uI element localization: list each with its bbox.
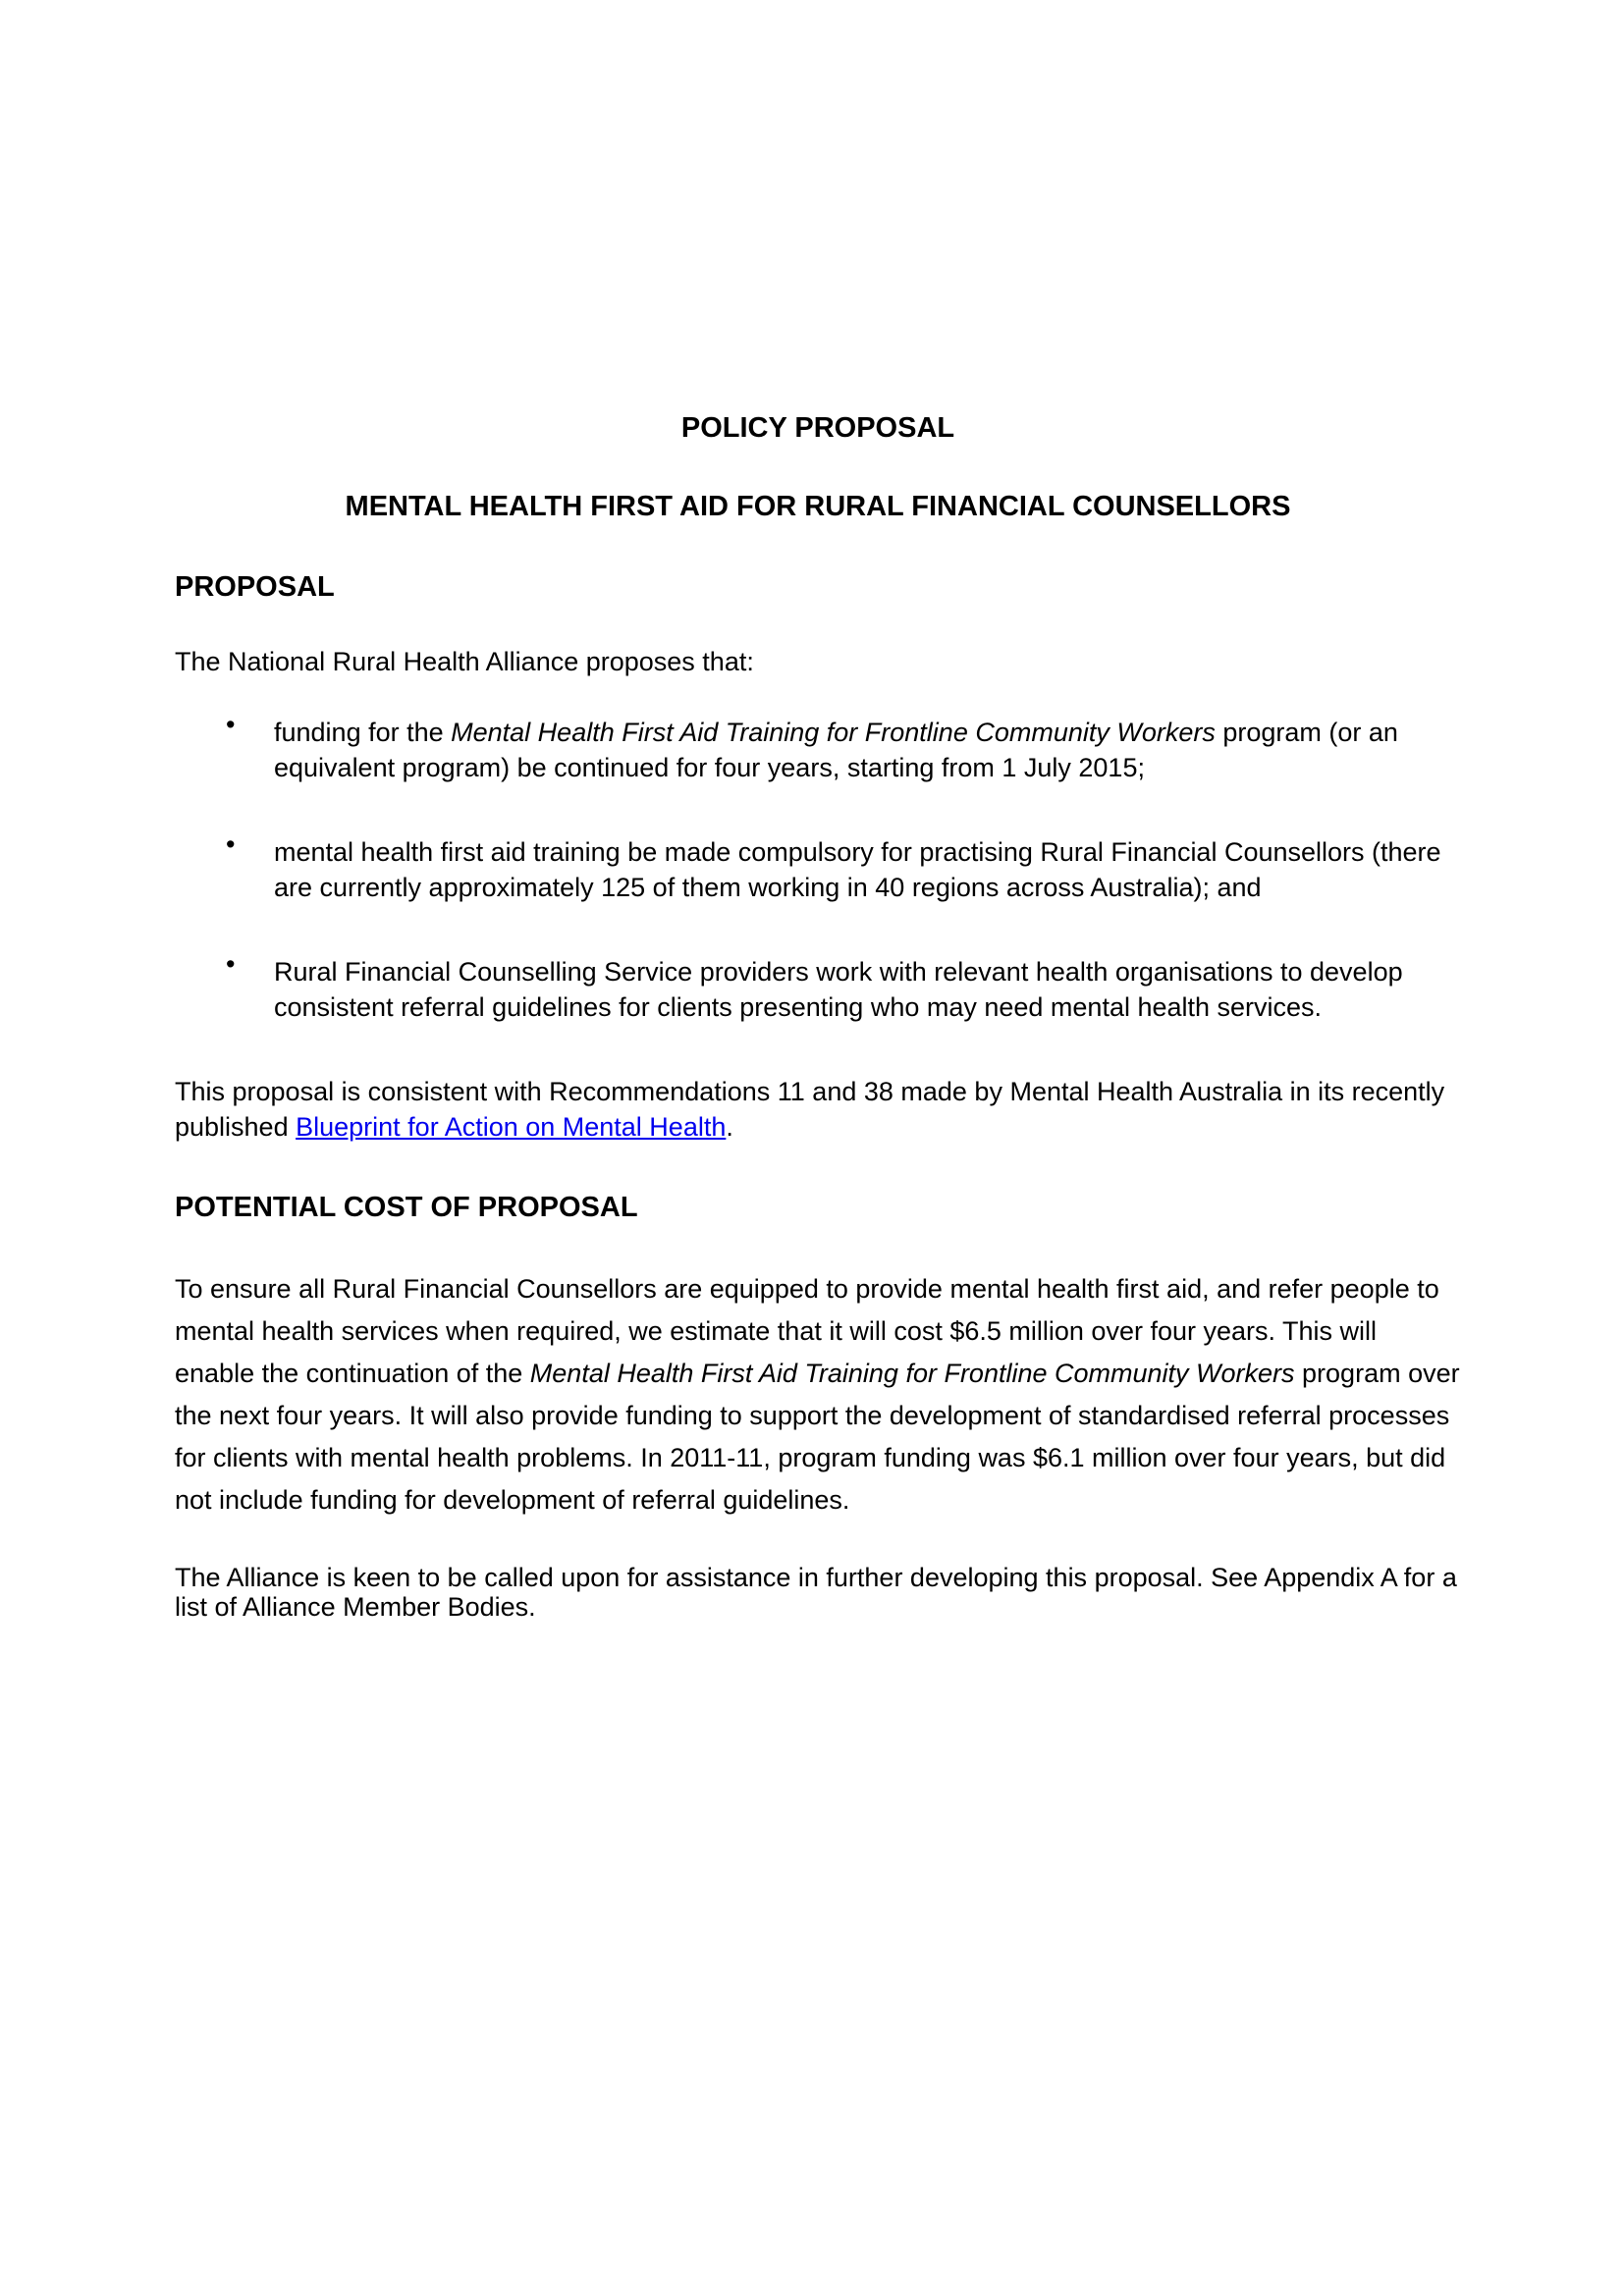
consistency-text-suffix: . (726, 1112, 733, 1142)
list-item (175, 710, 1461, 785)
document-heading: POLICY PROPOSAL (680, 412, 955, 444)
bullet-text-prefix: funding for the (274, 718, 452, 747)
program-name: Mental Health First Aid Training for Frontline Community Workers (451, 718, 1216, 747)
consistency-text-prefix: This proposal is consistent with Recommendations 11 and 38 made by Mental Health Australia in its recently published (175, 1077, 1445, 1142)
list-item (175, 949, 1461, 1025)
bullet-text: Rural Financial Counselling Service providers work with relevant health organisations to develop consistent referral guidelines for clients presenting who may need mental health services. (274, 957, 1403, 1022)
proposal-intro: The National Rural Health Alliance proposes that: (175, 647, 754, 676)
cost-text-prefix: To ensure all Rural Financial Counsellors are equipped to provide mental health first aid, and refer people to mental health services when required, we estimate that it will cost $6.5 million over four years. This will enable the continuation of the (175, 1274, 1439, 1388)
cost-section-title: POTENTIAL COST OF PROPOSAL (175, 1192, 638, 1223)
cost-text-suffix: program over the next four years. It will also provide funding to support the development of standardised referral processes for clients with mental health problems. In 2011-11, program funding was $6.1 million over four years, but did not include funding for development of referral guidelines. (175, 1359, 1460, 1515)
consistency-paragraph (175, 1074, 1461, 1145)
bullet-icon: • (226, 710, 236, 739)
alliance-paragraph: The Alliance is keen to be called upon for assistance in further developing this proposal. See Appendix A for a list of Alliance Member Bodies. (175, 1563, 1457, 1622)
bullet-text-suffix: program (or an equivalent program) be continued for four years, starting from 1 July 2015; (274, 718, 1398, 782)
proposal-bullet-list (175, 710, 1461, 1025)
proposal-section-title: PROPOSAL (175, 571, 335, 603)
cost-paragraph (175, 1268, 1461, 1522)
document-page (175, 393, 1461, 1622)
bullet-icon: • (226, 949, 236, 979)
bullet-icon: • (226, 829, 236, 859)
list-item (175, 829, 1461, 905)
program-name: Mental Health First Aid Training for Frontline Community Workers (529, 1359, 1295, 1388)
document-subheading: MENTAL HEALTH FIRST AID FOR RURAL FINANCIAL COUNSELLORS (345, 491, 1291, 522)
bullet-text: mental health first aid training be made compulsory for practising Rural Financial Counsellors (there are currently approximately 125 of them working in 40 regions across Australia); and (274, 837, 1441, 902)
blueprint-link[interactable]: Blueprint for Action on Mental Health (296, 1112, 727, 1142)
